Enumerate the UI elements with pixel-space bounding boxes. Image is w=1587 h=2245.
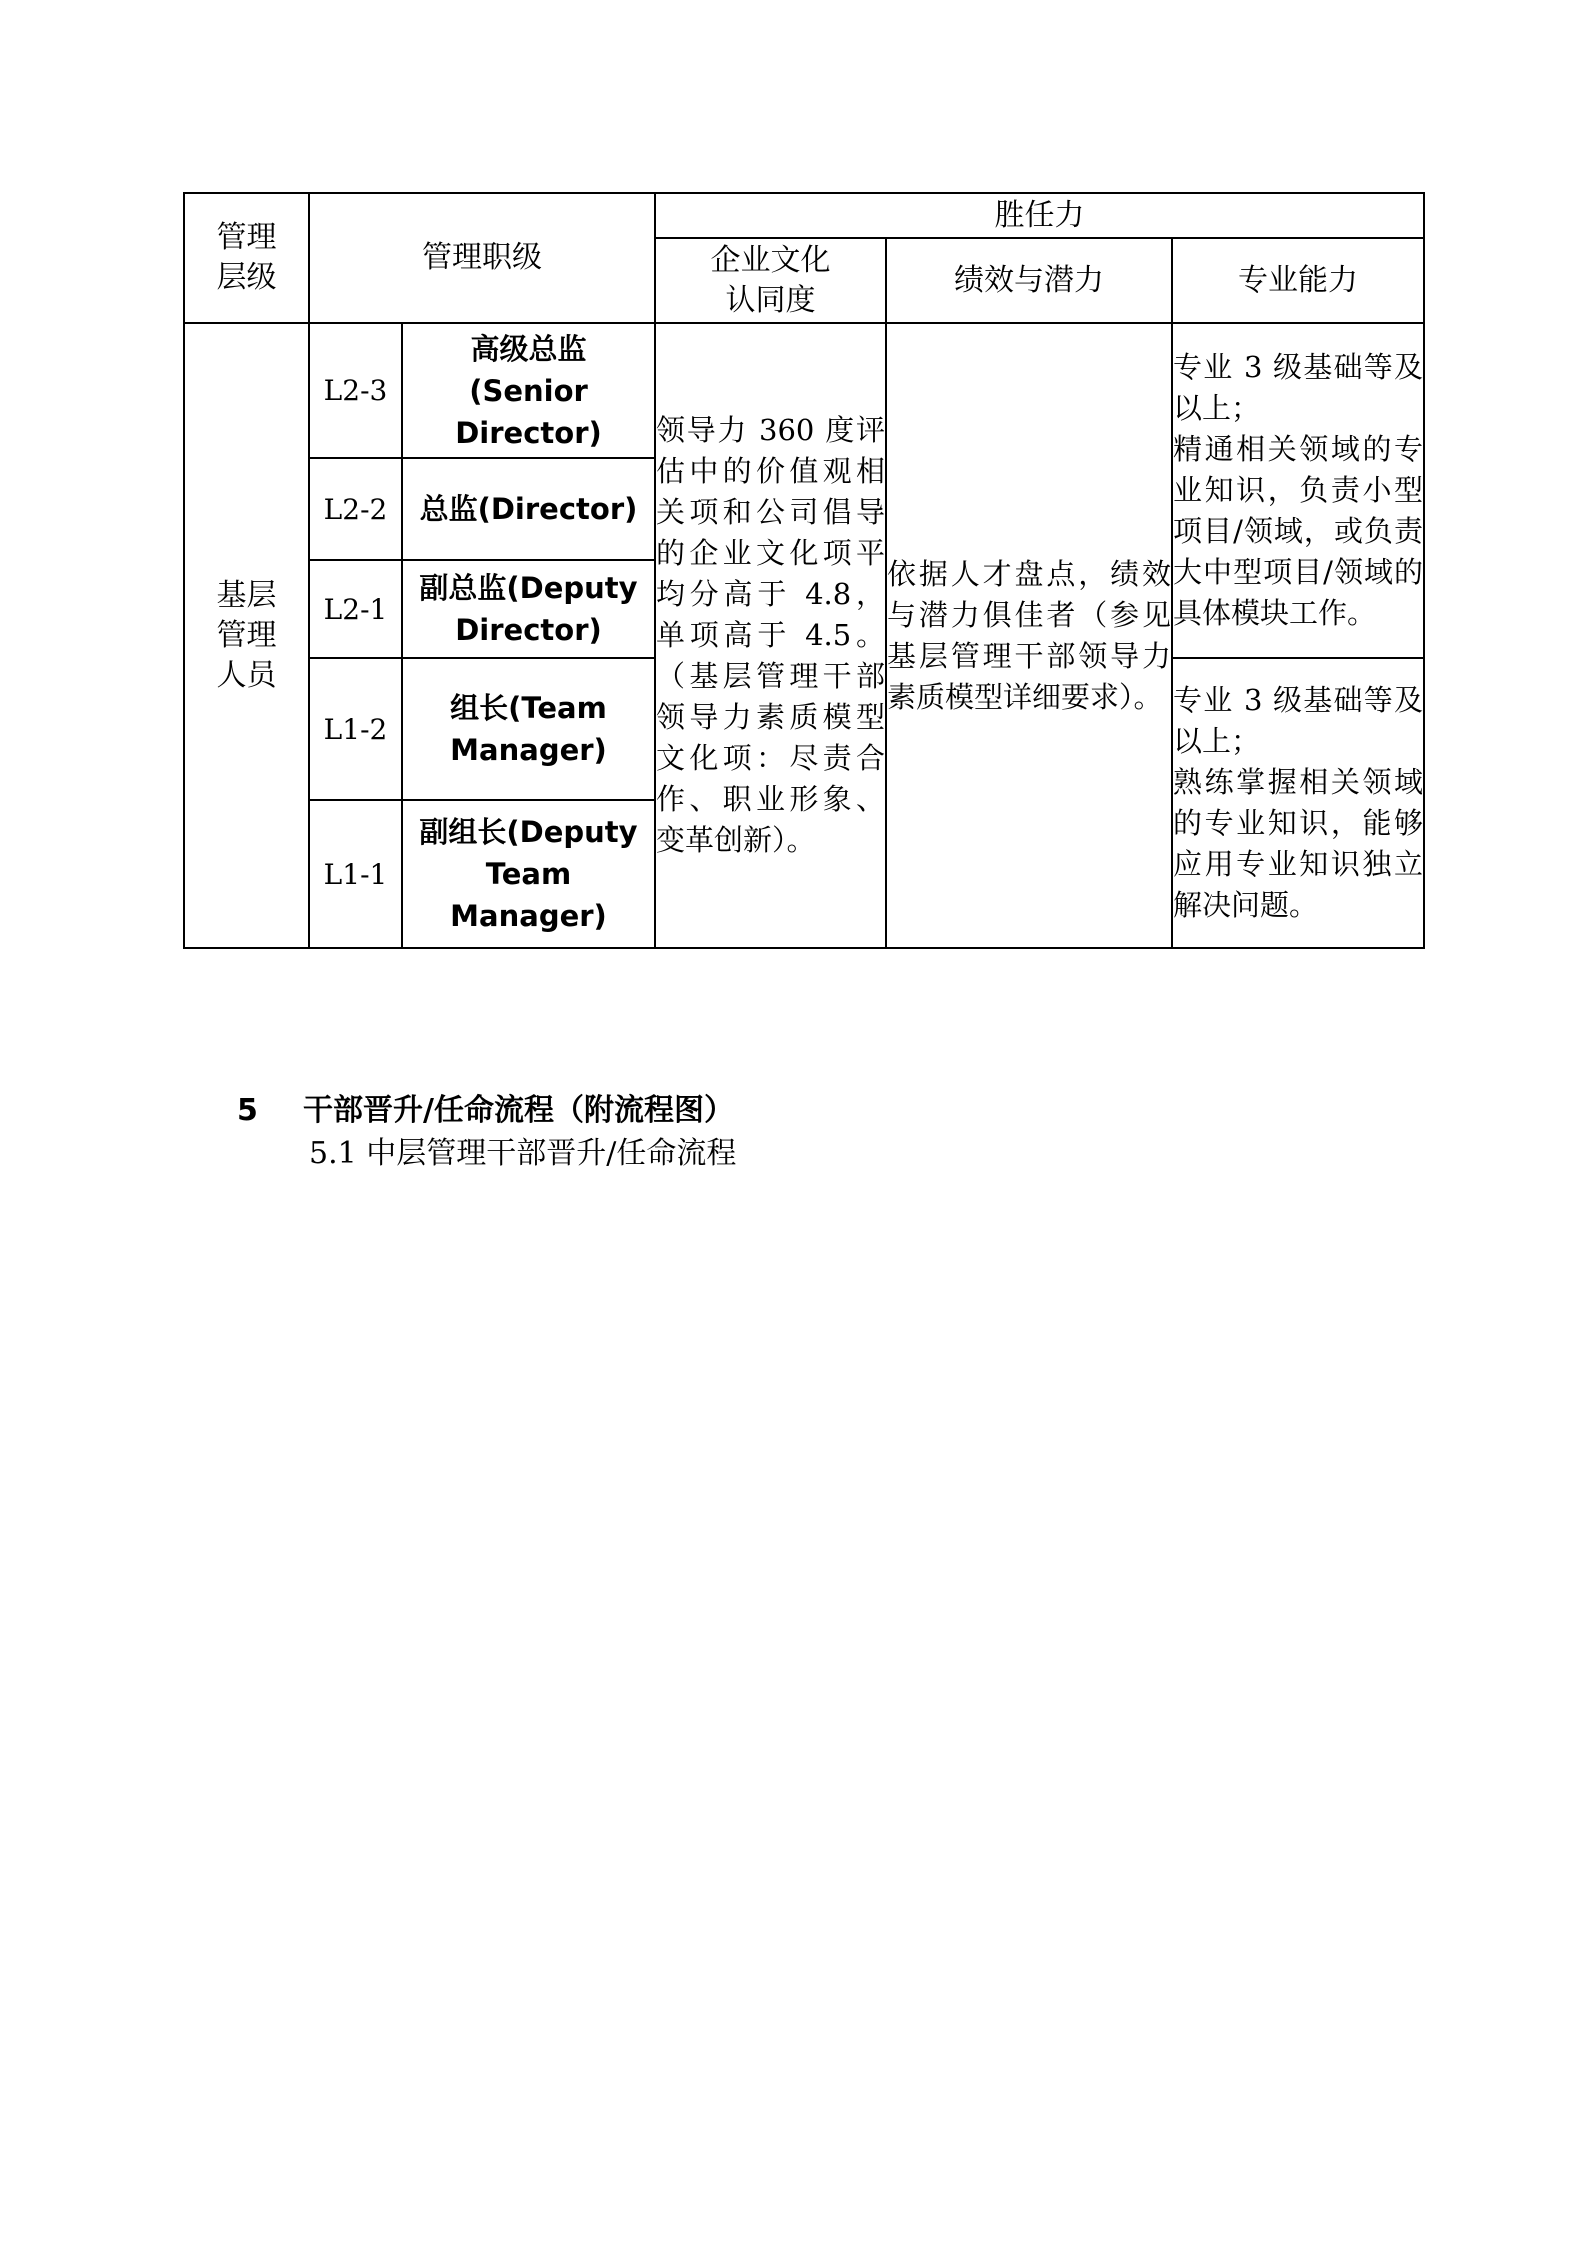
level-title: 总监(Director) xyxy=(402,458,655,560)
level-title: 高级总监 (Senior Director) xyxy=(402,323,655,458)
section-title: 干部晋升/任命流程（附流程图） xyxy=(303,1093,734,1128)
subsection-heading: 5.1 中层管理干部晋升/任命流程 xyxy=(309,1136,737,1171)
header-culture: 企业文化 认同度 xyxy=(655,238,886,323)
professional-requirement-upper: 专业 3 级基础等及以上； 精通相关领域的专业知识，负责小型项目/领域，或负责大中型项目/领域的具体模块工作。 xyxy=(1172,323,1424,658)
header-job-grade: 管理职级 xyxy=(309,193,655,323)
culture-requirement: 领导力 360 度评估中的价值观相关项和公司倡导的企业文化项平均分高于 4.8，单项高于 4.5。（基层管理干部领导力素质模型文化项：尽责合作、职业形象、变革创新）。 xyxy=(655,323,886,948)
professional-requirement-lower: 专业 3 级基础等及以上； 熟练掌握相关领域的专业知识，能够应用专业知识独立解决问题。 xyxy=(1172,658,1424,948)
group-label: 基层 管理 人员 xyxy=(184,323,309,948)
level-code: L2-1 xyxy=(309,560,402,658)
header-professional: 专业能力 xyxy=(1172,238,1424,323)
competency-table xyxy=(183,192,1425,949)
level-title: 副总监(Deputy Director) xyxy=(402,560,655,658)
header-performance: 绩效与潜力 xyxy=(886,238,1172,323)
level-code: L1-2 xyxy=(309,658,402,800)
level-code: L1-1 xyxy=(309,800,402,948)
level-code: L2-2 xyxy=(309,458,402,560)
level-title: 副组长(Deputy Team Manager) xyxy=(402,800,655,948)
level-title: 组长(Team Manager) xyxy=(402,658,655,800)
performance-requirement: 依据人才盘点，绩效与潜力俱佳者（参见基层管理干部领导力素质模型详细要求）。 xyxy=(886,323,1172,948)
header-mgmt-level: 管理 层级 xyxy=(184,193,309,323)
section-number: 5 xyxy=(237,1093,258,1128)
level-code: L2-3 xyxy=(309,323,402,458)
section-heading xyxy=(237,1085,734,1129)
header-competency: 胜任力 xyxy=(655,193,1424,238)
